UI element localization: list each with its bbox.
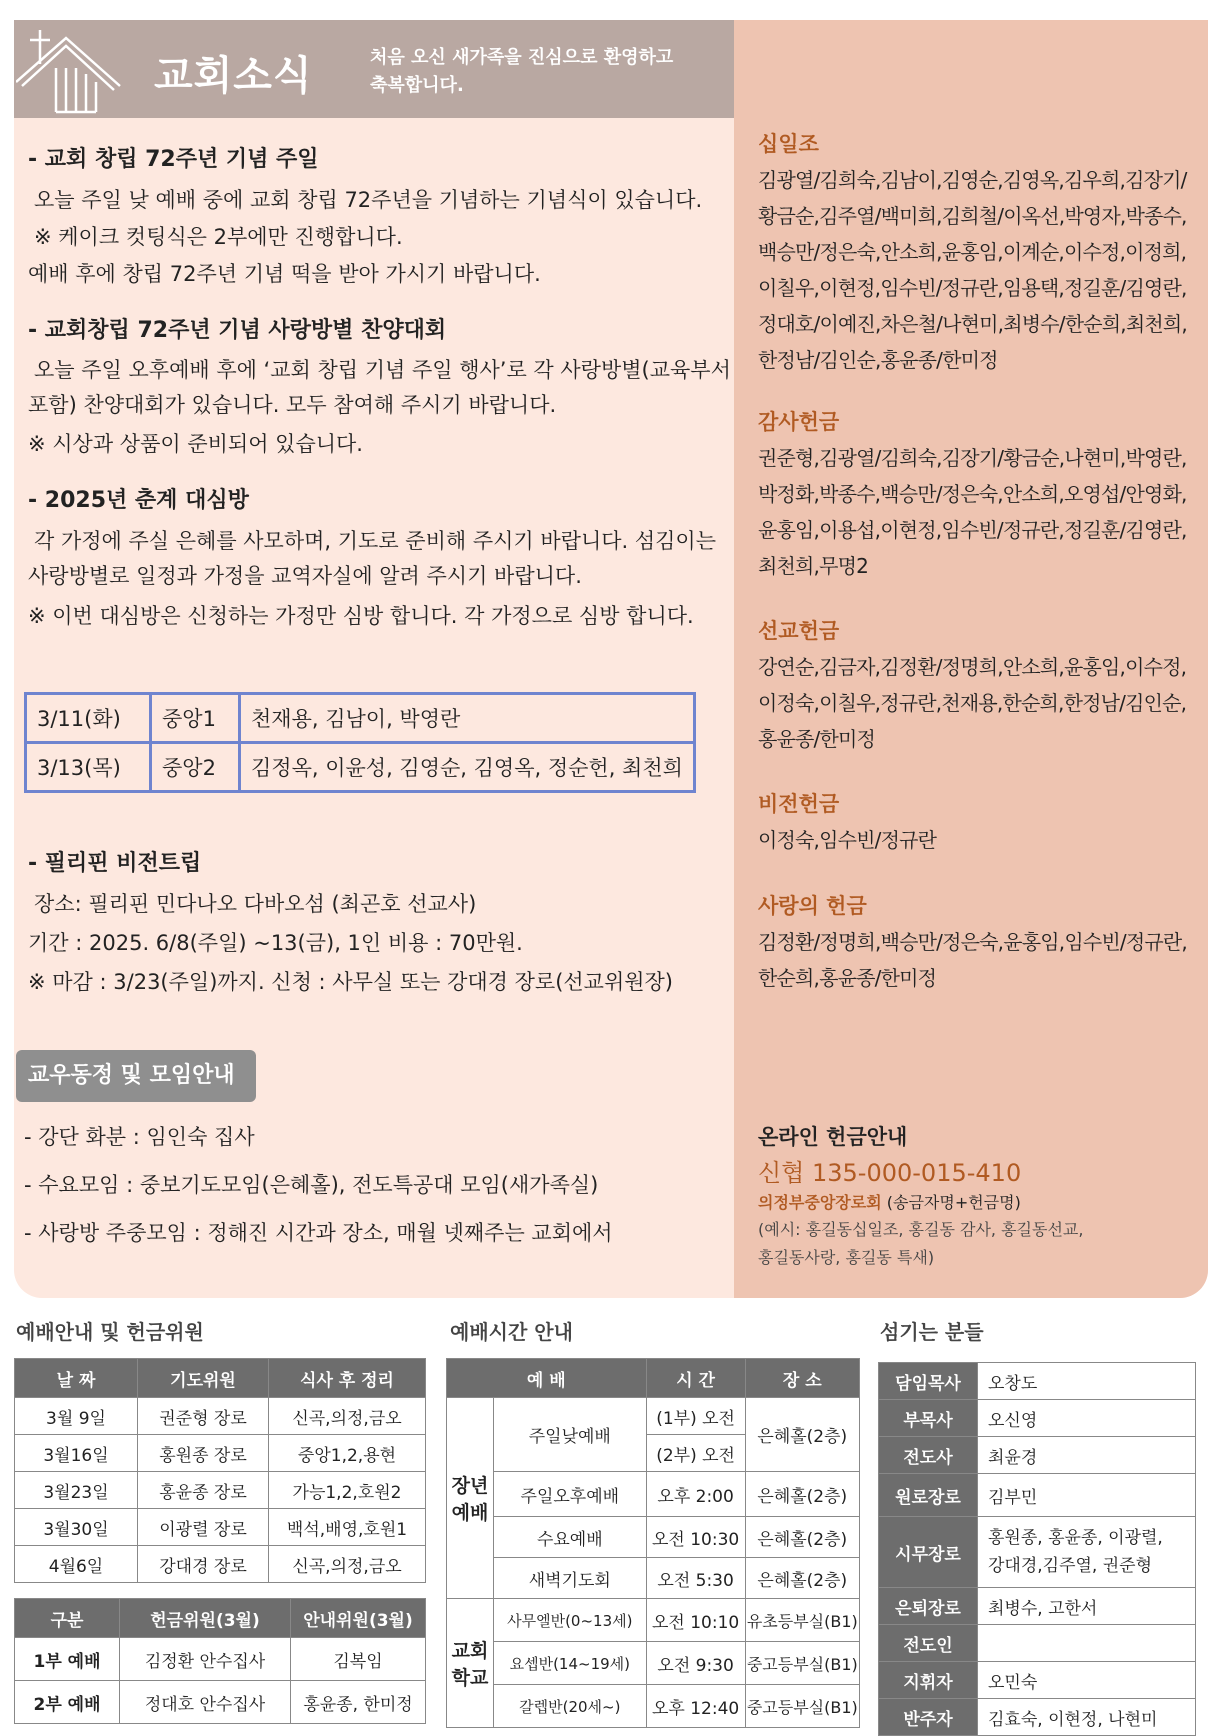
adult-worship-group: 장년 예배: [447, 1398, 494, 1599]
table-header: [15, 1599, 426, 1638]
column-header: 장 소: [745, 1359, 859, 1398]
schedule-group: 중앙2: [151, 743, 240, 792]
column-header: 기도위원: [138, 1359, 269, 1398]
news-header: [14, 20, 734, 118]
table-row: 1부 예배 김정환 안수집사 김복임: [15, 1638, 426, 1681]
table-row: 담임목사 오창도: [879, 1363, 1196, 1400]
visit-schedule-table: [24, 692, 696, 793]
visit-title: - 2025년 춘계 대심방: [28, 488, 249, 513]
anniv-title: - 교회 창립 72주년 기념 주일: [28, 147, 319, 172]
table-row: 부목사 오신영: [879, 1400, 1196, 1437]
church-news-panel: [14, 20, 1208, 1298]
news-subtitle: 처음 오신 새가족을 진심으로 환영하고 축복합니다.: [370, 47, 674, 96]
tithe-title: 십일조: [758, 132, 819, 156]
column-header: 구분: [15, 1599, 120, 1638]
mission-names: 강연순,김금자,김정환/정명희,안소희,윤홍임,이수정,이정숙,이칠우,정규란,천재용,한순희,한정남/김인순,홍윤종/한미정: [758, 655, 1187, 751]
service-times-title: 예배시간 안내: [450, 1320, 573, 1344]
trip-title: - 필리핀 비전트립: [28, 851, 202, 876]
worship-committee-title: 예배안내 및 헌금위원: [16, 1320, 204, 1344]
column-header: 예 배: [447, 1359, 647, 1398]
column-header: 날 짜: [15, 1359, 138, 1398]
table-row: 2부 예배 정대호 안수집사 홍윤종, 한미정: [15, 1681, 426, 1724]
column-header: 헌금위원(3월): [120, 1599, 291, 1638]
tithe-names: 김광열/김희숙,김남이,김영순,김영옥,김우희,김장기/황금순,김주열/백미희,김희철/이옥선,박영자,박종수,백승만/정은숙,안소희,윤홍임,이계순,이수정,이정희,이칠우,이현정,임수빈/정규란,임용택,정길훈/김영란,정대호/이예진,차은철/나현미,최병수/한순희,최천희,한정남/김인순,홍윤종/한미정: [758, 168, 1187, 372]
schedule-date: 3/11(화): [26, 694, 151, 743]
table-row: 지휘자 오민숙: [879, 1662, 1196, 1699]
table-row: 원로장로 김부민: [879, 1474, 1196, 1517]
table-header: [447, 1359, 860, 1398]
offering-committee-table: [14, 1598, 426, 1724]
online-example: (예시: 홍길동십일조, 홍길동 감사, 홍길동선교, 홍길동사랑, 홍길동 특새): [758, 1220, 1084, 1267]
online-title: 온라인 헌금안내: [758, 1125, 908, 1149]
schedule-date: 3/13(목): [26, 743, 151, 792]
mission-title: 선교헌금: [758, 619, 840, 643]
member-line: - 수요모임 : 중보기도모임(은혜홀), 전도특공대 모임(새가족실): [24, 1173, 599, 1197]
love-title: 사랑의 헌금: [758, 894, 867, 918]
schedule-names: 김정옥, 이윤성, 김영순, 김영옥, 정순헌, 최천희: [240, 743, 695, 792]
table-row: 주일오후예배 오후 2:00 은혜홀(2층): [447, 1472, 860, 1517]
table-row: (2부) 오전: [447, 1435, 860, 1472]
anniv-line: ※ 케이크 컷팅식은 2부에만 진행합니다.: [34, 225, 403, 249]
table-row: 3월30일 이광렬 장로 백석,배영,호원1: [15, 1509, 426, 1546]
trip-line: 장소: 필리핀 민다나오 다바오섬 (최곤호 선교사): [34, 892, 477, 916]
table-row: 장년 예배 주일낮예배 (1부) 오전 은혜홀(2층): [447, 1398, 860, 1435]
table-header: [15, 1359, 426, 1398]
love-names: 김정환/정명희,백승만/정은숙,윤홍임,임수빈/정규란,한순희,홍윤종/한미정: [758, 930, 1187, 990]
servants-title: 섬기는 분들: [880, 1320, 984, 1344]
members-section-title: 교우동정 및 모임안내: [16, 1050, 256, 1102]
column-header: 시 간: [646, 1359, 745, 1398]
choir-title: - 교회창립 72주년 기념 사랑방별 찬양대회: [28, 318, 447, 343]
anniv-line: 오늘 주일 낮 예배 중에 교회 창립 72주년을 기념하는 기념식이 있습니다.: [34, 188, 703, 212]
vision-title: 비전헌금: [758, 792, 840, 816]
church-school-group: 교회 학교: [447, 1599, 494, 1728]
visit-line: 각 가정에 주실 은혜를 사모하며, 기도로 준비해 주시기 바랍니다. 섬김이는: [34, 529, 717, 553]
anniv-line: 예배 후에 창립 72주년 기념 떡을 받아 가시기 바랍니다.: [28, 262, 541, 286]
church-roof-cross-icon: [16, 24, 136, 116]
choir-line: ※ 시상과 상품이 준비되어 있습니다.: [28, 432, 363, 456]
schedule-names: 천재용, 김남이, 박영란: [240, 694, 695, 743]
column-header: 식사 후 정리: [269, 1359, 426, 1398]
table-row: [26, 743, 695, 792]
visit-line: 사랑방별로 일정과 가정을 교역자실에 알려 주시기 바랍니다.: [28, 564, 582, 588]
schedule-group: 중앙1: [151, 694, 240, 743]
column-header: 안내위원(3월): [291, 1599, 426, 1638]
trip-line: ※ 마감 : 3/23(주일)까지. 신청 : 사무실 또는 강대경 장로(선교위원장): [28, 970, 674, 994]
table-row: 은퇴장로 최병수, 고한서: [879, 1588, 1196, 1625]
table-row: 3월23일 홍윤종 장로 가능1,2,호원2: [15, 1472, 426, 1509]
vision-names: 이정숙,임수빈/정규란: [758, 828, 937, 852]
servants-table: [878, 1362, 1196, 1736]
table-row: 갈렙반(20세~) 오후 12:40 중고등부실(B1): [447, 1685, 860, 1728]
news-title: 교회소식: [154, 53, 313, 99]
table-row: [26, 694, 695, 743]
table-row: 3월 9일 권준형 장로 신곡,의정,금오: [15, 1398, 426, 1435]
choir-line: 포함) 찬양대회가 있습니다. 모두 참여해 주시기 바랍니다.: [28, 393, 557, 417]
table-row: 요셉반(14~19세) 오전 9:30 중고등부실(B1): [447, 1642, 860, 1685]
thanks-title: 감사헌금: [758, 410, 840, 434]
table-row: 전도사 최윤경: [879, 1437, 1196, 1474]
table-row: 4월6일 강대경 장로 신곡,의정,금오: [15, 1546, 426, 1583]
worship-committee-table: [14, 1358, 426, 1583]
table-row: 전도인: [879, 1625, 1196, 1662]
table-row: 반주자 김효숙, 이현정, 나현미: [879, 1699, 1196, 1736]
table-row: 3월16일 홍원종 장로 중앙1,2,용현: [15, 1435, 426, 1472]
table-row: 교회 학교 사무엘반(0~13세) 오전 10:10 유초등부실(B1): [447, 1599, 860, 1642]
trip-line: 기간 : 2025. 6/8(주일) ~13(금), 1인 비용 : 70만원.: [28, 931, 523, 955]
member-line: - 강단 화분 : 임인숙 집사: [24, 1125, 255, 1149]
table-row: 시무장로 홍원종, 홍윤종, 이광렬, 강대경,김주열, 권준형: [879, 1517, 1196, 1588]
table-row: 수요예배 오전 10:30 은혜홀(2층): [447, 1517, 860, 1558]
online-account-name: 의정부중앙장로회 (송금자명+헌금명): [758, 1193, 1021, 1212]
table-row: 새벽기도회 오전 5:30 은혜홀(2층): [447, 1558, 860, 1599]
choir-line: 오늘 주일 오후예배 후에 ‘교회 창립 기념 주일 행사’로 각 사랑방별(교육부서: [34, 358, 731, 382]
service-times-table: [446, 1358, 860, 1728]
member-line: - 사랑방 주중모임 : 정해진 시간과 장소, 매월 넷째주는 교회에서: [24, 1221, 613, 1245]
visit-line: ※ 이번 대심방은 신청하는 가정만 심방 합니다. 각 가정으로 심방 합니다.: [28, 604, 694, 628]
thanks-names: 권준형,김광열/김희숙,김장기/황금순,나현미,박영란,박정화,박종수,백승만/정은숙,안소희,오영섭/안영화,윤홍임,이용섭,이현정,임수빈/정규란,정길훈/김영란,최천희,무명2: [758, 446, 1187, 578]
online-account: 신협 135-000-015-410: [758, 1159, 1022, 1187]
